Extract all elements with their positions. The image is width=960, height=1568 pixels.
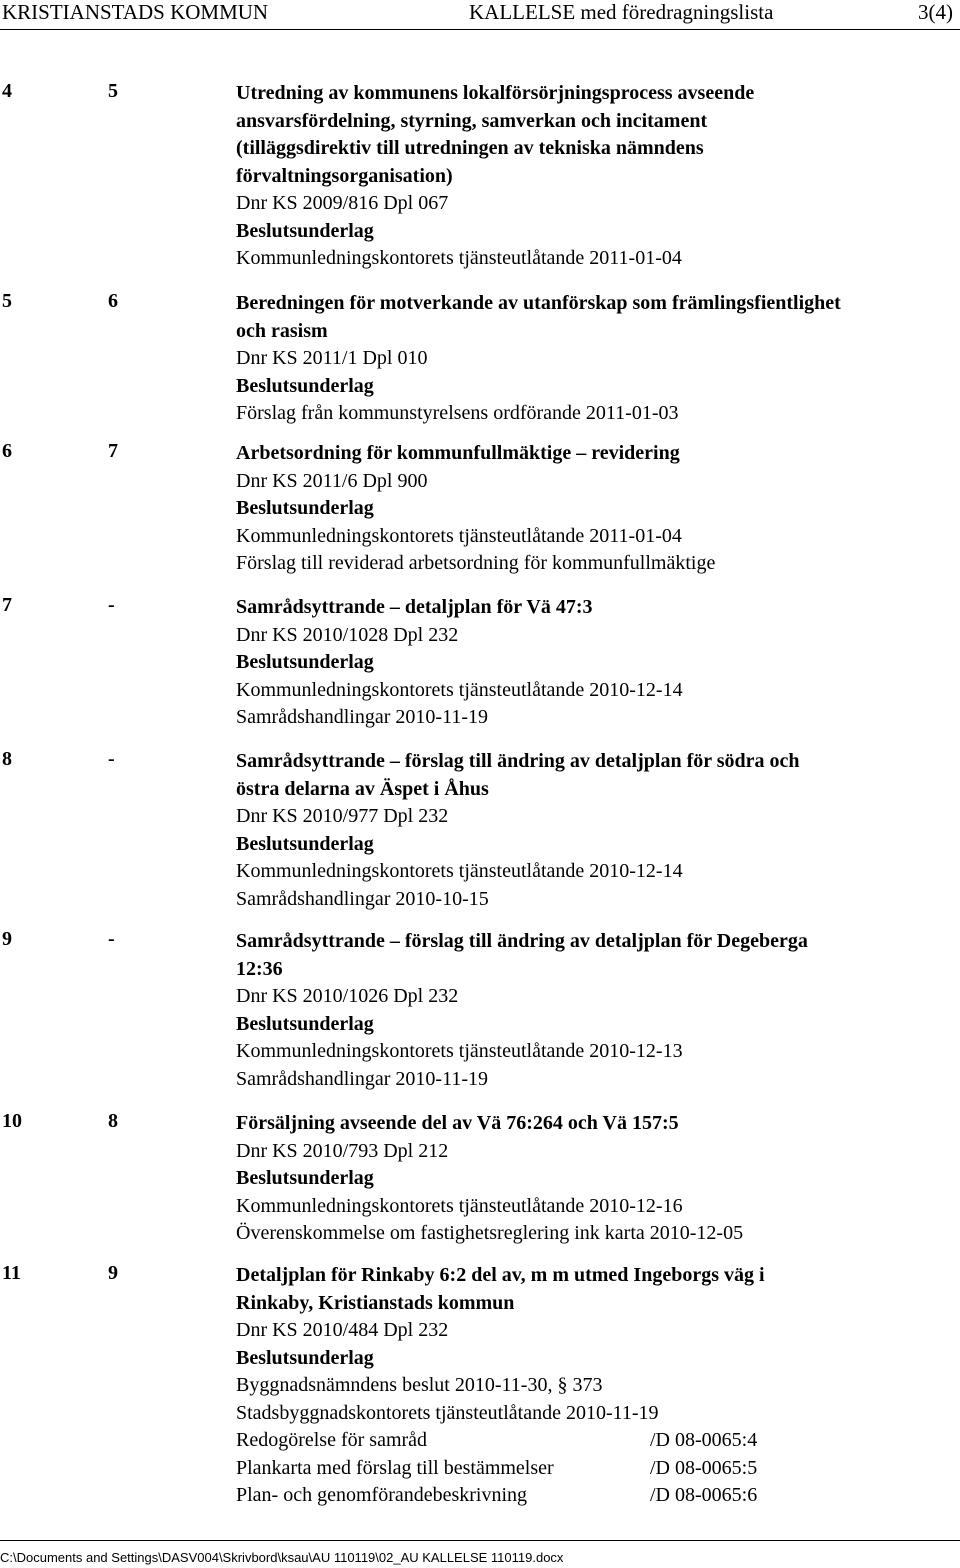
- item-reference: Dnr KS 2010/484 Dpl 232: [236, 1319, 449, 1341]
- attachment-row: [236, 1427, 960, 1455]
- basis-document: Överenskommelse om fastighetsreglering ink karta 2010-12-05: [236, 1222, 744, 1244]
- item-reference: Dnr KS 2009/816 Dpl 067: [236, 192, 449, 214]
- basis-document: Samrådshandlingar 2010-11-19: [236, 1067, 488, 1090]
- file-path: C:\Documents and Settings\DASV004\Skrivbord\ksau\AU 110119\02_AU KALLELSE 110119.docx: [0, 1550, 564, 1565]
- basis-document: Byggnadsnämndens beslut 2010-11-30, § 373: [236, 1374, 603, 1396]
- basis-document: Kommunledningskontorets tjänsteutlåtande 2010-12-14: [236, 860, 683, 882]
- attachment-title: Plankarta med förslag till bestämmelser: [236, 1456, 554, 1479]
- basis-document: Kommunledningskontorets tjänsteutlåtande 2010-12-14: [236, 678, 683, 701]
- item-title-line: 12:36: [236, 957, 283, 980]
- page-header: [0, 0, 960, 24]
- item-body: [236, 928, 960, 1093]
- item-body: [236, 748, 960, 913]
- item-body: [236, 1262, 960, 1510]
- item-title-line: Samrådsyttrande – detaljplan för Vä 47:3: [236, 596, 593, 618]
- basis-label: Beslutsunderlag: [236, 1346, 374, 1369]
- item-reference: Dnr KS 2010/1028 Dpl 232: [236, 623, 459, 646]
- basis-label: Beslutsunderlag: [236, 651, 374, 673]
- item-title-line: Utredning av kommunens lokalförsörjningsprocess avseende: [236, 82, 755, 104]
- document-type: KALLELSE med föredragningslista: [469, 0, 774, 24]
- item-title-line: och rasism: [236, 319, 328, 342]
- attachment-row: [236, 1455, 960, 1483]
- basis-document: Samrådshandlingar 2010-10-15: [236, 887, 489, 910]
- item-title-line: Samrådsyttrande – förslag till ändring av detaljplan för södra och: [236, 750, 800, 772]
- item-title-line: Försäljning avseende del av Vä 76:264 och Vä 157:5: [236, 1112, 679, 1134]
- item-body: [236, 1110, 960, 1248]
- basis-label: Beslutsunderlag: [236, 1167, 374, 1189]
- page-number: 3(4): [918, 0, 953, 24]
- item-number: 4: [2, 80, 12, 102]
- basis-document: Kommunledningskontorets tjänsteutlåtande 2010-12-13: [236, 1040, 683, 1062]
- attachment-reference: /D 08-0065:5: [650, 1456, 758, 1479]
- item-number: 5: [2, 290, 12, 312]
- item-number: 6: [2, 440, 12, 462]
- item-number: 11: [2, 1262, 21, 1284]
- attachment-reference: /D 08-0065:4: [650, 1429, 758, 1451]
- item-number: 10: [2, 1110, 22, 1132]
- basis-document: Förslag från kommunstyrelsens ordförande 2011-01-03: [236, 402, 679, 424]
- item-body: [236, 594, 960, 732]
- item-reference: Dnr KS 2011/1 Dpl 010: [236, 347, 428, 369]
- item-title-line: (tilläggsdirektiv till utredningen av tekniska nämndens: [236, 137, 704, 159]
- organization-name: KRISTIANSTADS KOMMUN: [2, 0, 269, 24]
- attachment-title: Plan- och genomförandebeskrivning: [236, 1484, 528, 1506]
- footer-divider: [0, 1540, 960, 1541]
- header-divider: [0, 29, 960, 30]
- item-number: 8: [2, 748, 12, 770]
- item-body: [236, 290, 960, 428]
- basis-label: Beslutsunderlag: [236, 1012, 374, 1035]
- item-title-line: östra delarna av Äspet i Åhus: [236, 777, 489, 800]
- item-reference: Dnr KS 2010/977 Dpl 232: [236, 805, 449, 827]
- basis-label: Beslutsunderlag: [236, 497, 374, 519]
- item-sub-number: 6: [108, 290, 118, 312]
- basis-document: Kommunledningskontorets tjänsteutlåtande 2010-12-16: [236, 1194, 683, 1217]
- basis-document: Stadsbyggnadskontorets tjänsteutlåtande 2010-11-19: [236, 1401, 659, 1424]
- item-sub-number: -: [108, 594, 115, 616]
- basis-label: Beslutsunderlag: [236, 832, 374, 855]
- attachment-reference: /D 08-0065:6: [650, 1484, 758, 1506]
- item-title-line: Detaljplan för Rinkaby 6:2 del av, m m utmed Ingeborgs väg i: [236, 1264, 765, 1286]
- item-body: [236, 440, 960, 578]
- item-reference: Dnr KS 2010/1026 Dpl 232: [236, 985, 459, 1007]
- item-title-line: ansvarsfördelning, styrning, samverkan och incitament: [236, 109, 708, 132]
- item-sub-number: 8: [108, 1110, 118, 1132]
- item-reference: Dnr KS 2011/6 Dpl 900: [236, 469, 428, 492]
- attachment-title: Redogörelse för samråd: [236, 1429, 428, 1451]
- item-title-line: Beredningen för motverkande av utanförskap som främlingsfientlighet: [236, 292, 841, 314]
- basis-label: Beslutsunderlag: [236, 219, 374, 242]
- item-sub-number: -: [108, 748, 115, 770]
- item-sub-number: 9: [108, 1262, 118, 1284]
- item-sub-number: -: [108, 928, 115, 950]
- item-reference: Dnr KS 2010/793 Dpl 212: [236, 1139, 449, 1162]
- item-body: [236, 80, 960, 273]
- basis-document: Kommunledningskontorets tjänsteutlåtande 2011-01-04: [236, 247, 682, 269]
- attachment-row: [236, 1482, 960, 1510]
- item-title-line: förvaltningsorganisation): [236, 164, 453, 187]
- item-title-line: Rinkaby, Kristianstads kommun: [236, 1291, 515, 1314]
- basis-document: Kommunledningskontorets tjänsteutlåtande 2011-01-04: [236, 524, 682, 547]
- item-sub-number: 7: [108, 440, 118, 462]
- item-title-line: Arbetsordning för kommunfullmäktige – revidering: [236, 442, 680, 464]
- item-title-line: Samrådsyttrande – förslag till ändring av detaljplan för Degeberga: [236, 930, 808, 952]
- basis-label: Beslutsunderlag: [236, 374, 374, 397]
- item-sub-number: 5: [108, 80, 118, 102]
- item-number: 7: [2, 594, 12, 616]
- item-number: 9: [2, 928, 12, 950]
- basis-document: Samrådshandlingar 2010-11-19: [236, 706, 488, 728]
- basis-document: Förslag till reviderad arbetsordning för kommunfullmäktige: [236, 552, 716, 574]
